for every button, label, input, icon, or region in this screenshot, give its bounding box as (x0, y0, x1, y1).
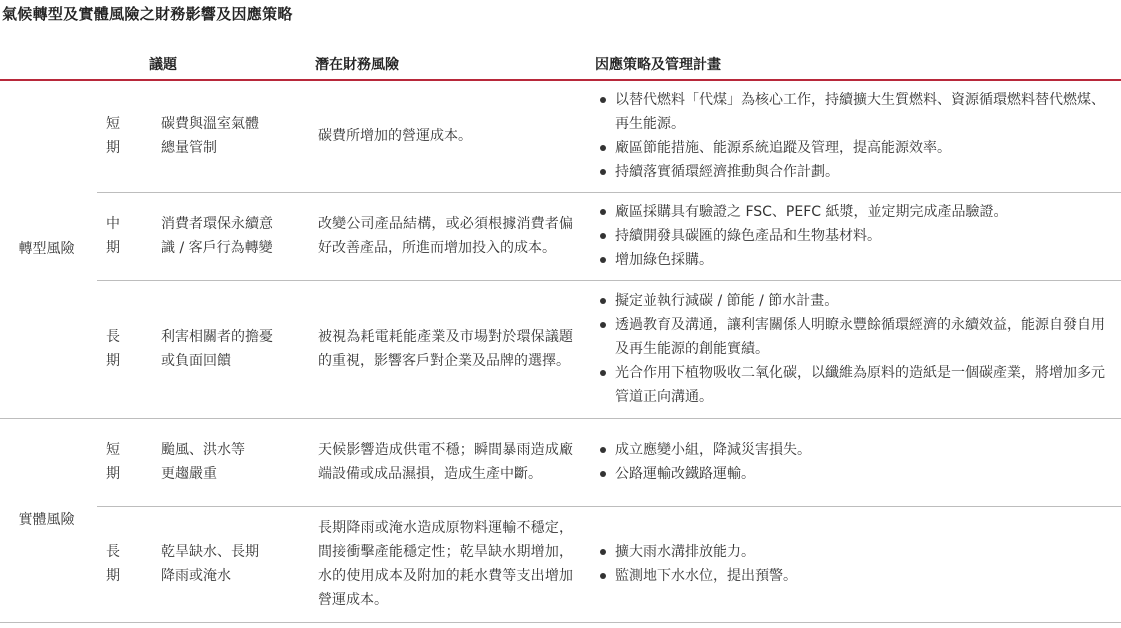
strategy-cell (593, 192, 1121, 280)
issue-cell (147, 280, 313, 418)
issue-line: 總量管制 (161, 140, 217, 157)
risk-cell: 改變公司產品結構，或必須根據消費者偏好改善產品，所進而增加投入的成本。 (313, 192, 593, 280)
term-char: 期 (106, 568, 120, 584)
issue-line: 或負面回饋 (161, 353, 231, 369)
term-char: 短 (106, 442, 120, 458)
header-risk: 潛在財務風險 (313, 48, 593, 80)
strategy-list (598, 540, 1115, 588)
header-row (0, 48, 1121, 80)
risk-cell: 碳費所增加的營運成本。 (313, 80, 593, 192)
issue-line: 識 / 客戶行為轉變 (161, 240, 273, 256)
header-strategy: 因應策略及管理計畫 (593, 48, 1121, 80)
table-row (0, 280, 1121, 418)
strategy-item: 增加綠色採購。 (598, 248, 1115, 272)
issue-cell (147, 506, 313, 622)
page-title: 氣候轉型及實體風險之財務影響及因應策略 (2, 5, 293, 23)
issue-line: 更趨嚴重 (161, 466, 217, 482)
issue-line: 碳費與溫室氣體 (161, 116, 259, 133)
strategy-item: 監測地下水水位，提出預警。 (598, 564, 1115, 588)
term-cell (97, 280, 147, 418)
table-row (0, 418, 1121, 506)
strategy-cell (593, 506, 1121, 622)
issue-cell (147, 80, 313, 192)
strategy-item: 廠區節能措施、能源系統追蹤及管理，提高能源效率。 (598, 136, 1115, 160)
strategy-item: 公路運輸改鐵路運輸。 (598, 462, 1115, 486)
strategy-list (598, 438, 1115, 486)
strategy-item: 廠區採購具有驗證之 FSC、PEFC 紙漿，並定期完成產品驗證。 (598, 200, 1115, 224)
risk-cell: 被視為耗電耗能產業及市場對於環保議題的重視，影響客戶對企業及品牌的選擇。 (313, 280, 593, 418)
strategy-cell (593, 80, 1121, 192)
strategy-item: 透過教育及溝通，讓利害關係人明瞭永豐餘循環經濟的永續效益，能源自發自用及再生能源的創能實績。 (598, 313, 1115, 361)
strategy-item: 持續落實循環經濟推動與合作計劃。 (598, 160, 1115, 184)
strategy-item: 光合作用下植物吸收二氧化碳，以纖維為原料的造紙是一個碳產業，將增加多元管道正向溝通。 (598, 361, 1115, 409)
issue-line: 利害相關者的擔憂 (161, 329, 273, 345)
table-row (0, 80, 1121, 192)
risk-cell: 天候影響造成供電不穩；瞬間暴雨造成廠端設備或成品濕損，造成生產中斷。 (313, 418, 593, 506)
term-char: 期 (106, 240, 120, 256)
term-char: 期 (106, 140, 120, 157)
term-char: 長 (106, 329, 120, 345)
strategy-list (598, 200, 1115, 272)
issue-line: 消費者環保永續意 (161, 216, 273, 232)
category-physical: 實體風險 (0, 418, 97, 622)
issue-cell (147, 192, 313, 280)
term-char: 中 (106, 216, 120, 232)
issue-line: 乾旱缺水、長期 (161, 544, 259, 560)
term-char: 長 (106, 544, 120, 560)
term-char: 短 (106, 116, 120, 133)
term-cell (97, 418, 147, 506)
climate-risk-table (0, 48, 1121, 623)
issue-cell (147, 418, 313, 506)
strategy-list (598, 289, 1115, 409)
category-transition: 轉型風險 (0, 80, 97, 418)
strategy-cell (593, 418, 1121, 506)
strategy-item: 擴大雨水溝排放能力。 (598, 540, 1115, 564)
strategy-cell (593, 280, 1121, 418)
strategy-item: 擬定並執行減碳 / 節能 / 節水計畫。 (598, 289, 1115, 313)
header-issue: 議題 (147, 48, 313, 80)
risk-cell: 長期降雨或淹水造成原物料運輸不穩定，間接衝擊產能穩定性；乾旱缺水期增加，水的使用成本及附加的耗水費等支出增加營運成本。 (313, 506, 593, 622)
header-category (0, 48, 97, 80)
header-term (97, 48, 147, 80)
strategy-item: 以替代燃料「代煤」為核心工作，持續擴大生質燃料、資源循環燃料替代燃煤、再生能源。 (598, 88, 1115, 136)
table-row (0, 192, 1121, 280)
strategy-item: 持續開發具碳匯的綠色產品和生物基材料。 (598, 224, 1115, 248)
strategy-item: 成立應變小組，降減災害損失。 (598, 438, 1115, 462)
strategy-list (598, 88, 1115, 184)
term-cell (97, 192, 147, 280)
term-char: 期 (106, 466, 120, 482)
table-row (0, 506, 1121, 622)
term-cell (97, 506, 147, 622)
issue-line: 颱風、洪水等 (161, 442, 245, 458)
term-cell (97, 80, 147, 192)
term-char: 期 (106, 353, 120, 369)
issue-line: 降雨或淹水 (161, 568, 231, 584)
